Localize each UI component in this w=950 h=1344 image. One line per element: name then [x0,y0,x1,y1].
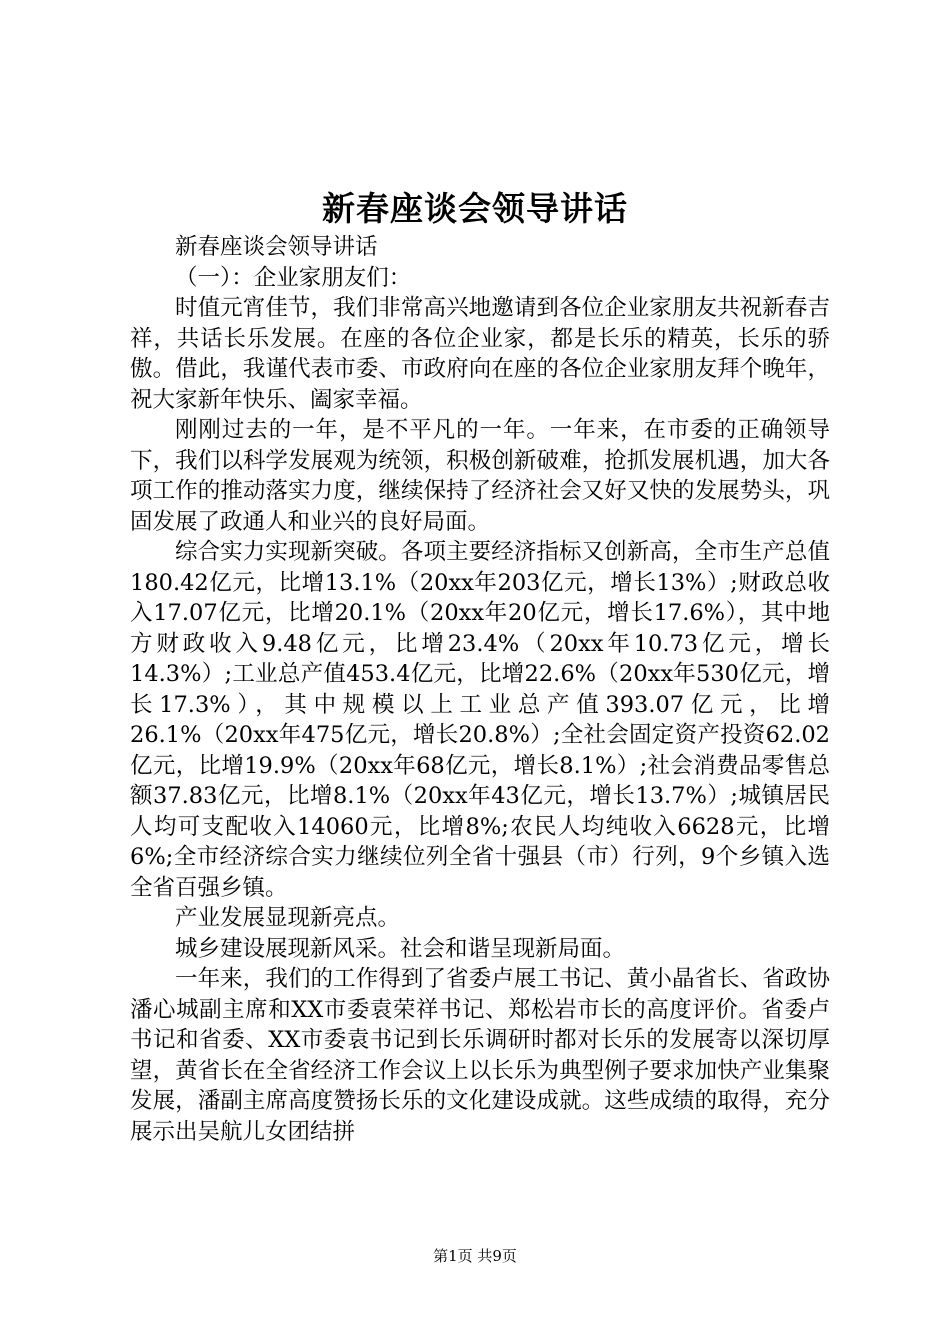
paragraph: 时值元宵佳节，我们非常高兴地邀请到各位企业家朋友共祝新春吉祥，共话长乐发展。在座的各位企业家，都是长乐的精英，长乐的骄傲。借此，我谨代表市委、市政府向在座的各位企业家朋友拜个晚年，祝大家新年快乐、阖家幸福。 [130,295,830,413]
paragraph: 综合实力实现新突破。各项主要经济指标又创新高，全市生产总值180.42亿元，比增13.1%（20xx年203亿元，增长13%）;财政总收入17.07亿元，比增20.1%（20xx年20亿元，增长17.6%），其中地方财政收入9.48亿元，比增23.4%（20xx年10.73亿元，增长14.3%）;工业总产值453.4亿元，比增22.6%（20xx年530亿元，增长17.3%），其中规模以上工业总产值393.07亿元，比增26.1%（20xx年475亿元，增长20.8%）;全社会固定资产投资62.02亿元，比增19.9%（20xx年68亿元，增长8.1%）;社会消费品零售总额37.83亿元，比增8.1%（20xx年43亿元，增长13.7%）;城镇居民人均可支配收入14060元，比增8%;农民人均纯收入6628元，比增6%;全市经济综合实力继续位列全省十强县（市）行列，9个乡镇入选全省百强乡镇。 [130,539,830,901]
paragraph: 刚刚过去的一年，是不平凡的一年。一年来，在市委的正确领导下，我们以科学发展观为统领，积极创新破难，抢抓发展机遇，加大各项工作的推动落实力度，继续保持了经济社会又好又快的发展势头，巩固发展了政通人和业兴的良好局面。 [130,417,830,535]
paragraph: 城乡建设展现新风采。社会和谐呈现新局面。 [175,935,626,962]
document-title: 新春座谈会领导讲话 [322,189,628,228]
paragraph-salutation: （一）：企业家朋友们： [175,264,412,291]
document-body [130,232,830,1147]
paragraph: 产业发展显现新亮点。 [175,905,401,931]
paragraph-subtitle: 新春座谈会领导讲话 [175,234,378,260]
page-number-footer: 第1页 共9页 [433,1247,517,1265]
paragraph: 一年来，我们的工作得到了省委卢展工书记、黄小晶省长、省政协潘心城副主席和XX市委袁荣祥书记、郑松岩市长的高度评价。省委卢书记和省委、XX市委袁书记到长乐调研时都对长乐的发展寄以深切厚望，黄省长在全省经济工作会议上以长乐为典型例子要求加快产业集聚发展，潘副主席高度赞扬长乐的文化建设成就。这些成绩的取得，充分展示出吴航儿女团结拼 [130,966,830,1145]
